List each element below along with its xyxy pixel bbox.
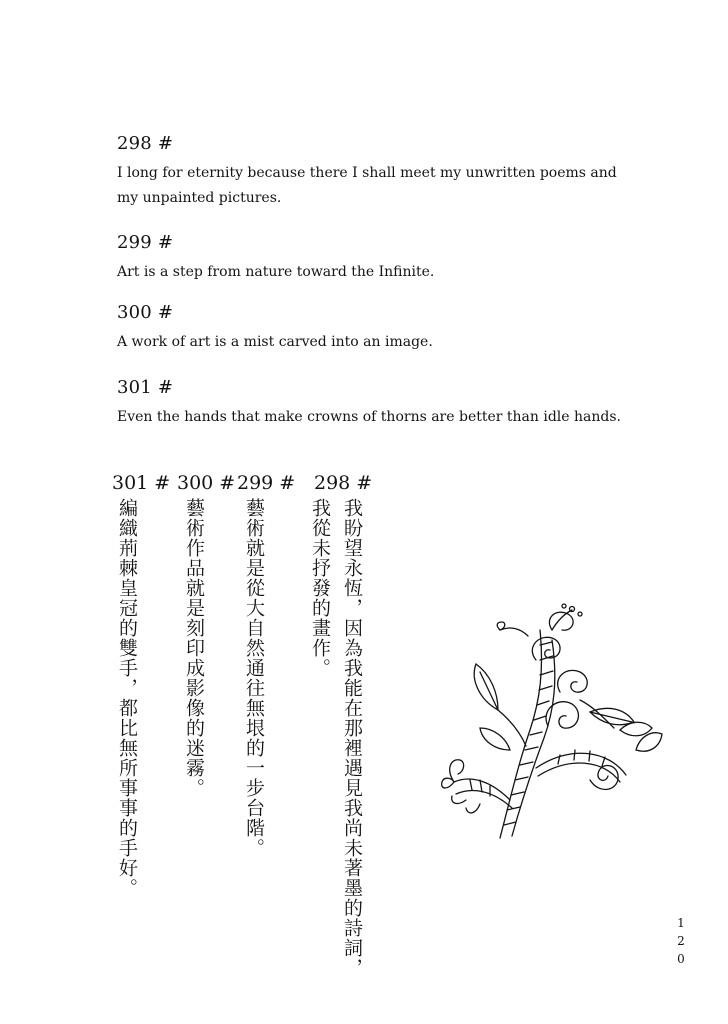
quote-number: 301 # (117, 377, 174, 398)
quote-298-zh-line1: 我盼望永恆，因為我能在那裡遇見我尚未著墨的詩詞， (341, 498, 363, 978)
quote-number: 298 # (117, 133, 174, 154)
quote-text: I long for eternity because there I shall meet my unwritten poems and my unpainted pictures. (117, 165, 617, 206)
quote-300-zh-line1: 藝術作品就是刻印成影像的迷霧。 (183, 498, 205, 798)
page-number: 120 (674, 916, 688, 970)
quote-300-zh-number: 300 # (177, 472, 236, 494)
quote-299-en (117, 233, 637, 285)
quote-301-zh-line1: 編織荊棘皇冠的雙手，都比無所事事的手好。 (116, 498, 138, 898)
quote-301-zh-number: 301 # (112, 472, 171, 494)
quote-298-zh-line2: 我從未抒發的畫作。 (309, 498, 331, 678)
quote-text: Even the hands that make crowns of thorns are better than idle hands. (117, 409, 621, 425)
quote-301-en (117, 378, 637, 430)
quote-299-zh-number: 299 # (237, 472, 296, 494)
quote-298-zh-number: 298 # (314, 472, 373, 494)
quote-text: A work of art is a mist carved into an image. (117, 334, 433, 350)
botanical-illustration (440, 600, 668, 840)
quote-number: 300 # (117, 302, 174, 323)
quote-298-en (117, 134, 637, 211)
quote-number: 299 # (117, 232, 174, 253)
quote-300-en (117, 303, 637, 355)
quote-299-zh-line1: 藝術就是從大自然通往無垠的一步台階。 (243, 498, 265, 858)
quote-text: Art is a step from nature toward the Infinite. (117, 264, 435, 280)
